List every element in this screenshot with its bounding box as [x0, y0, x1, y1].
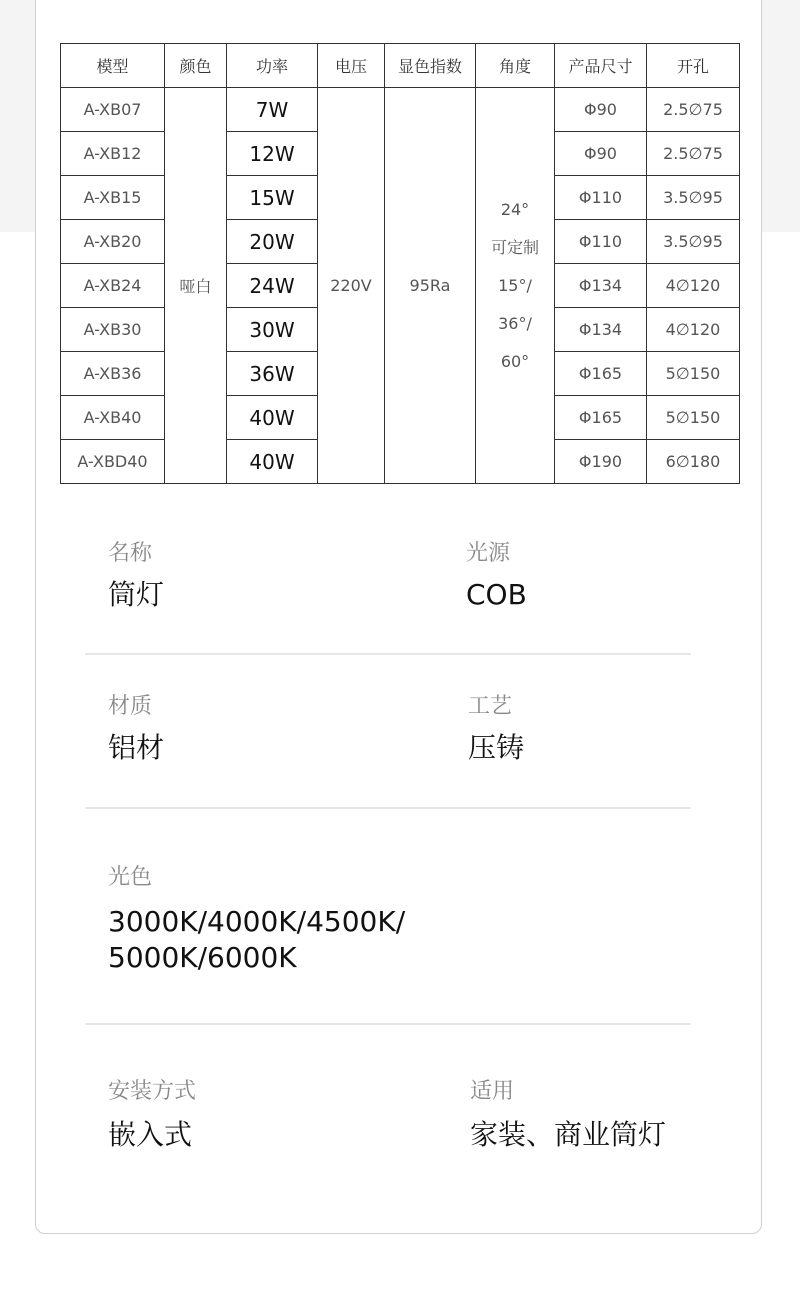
cell-model: A-XB07 [61, 88, 165, 132]
cell-model: A-XB40 [61, 396, 165, 440]
spec-item-material [108, 693, 164, 765]
spec-item-light-color [108, 864, 405, 976]
source-label: 光源 [466, 541, 511, 566]
spec-item-usage [470, 1078, 666, 1152]
angle-line: 60° [500, 351, 530, 371]
craft-value: 压铸 [468, 731, 525, 764]
background-left-strip [0, 0, 36, 232]
cell-hole: 6∅180 [647, 440, 740, 484]
header-model: 模型 [61, 44, 165, 88]
cell-power: 40W [227, 396, 318, 440]
header-hole: 开孔 [647, 44, 740, 88]
cell-model: A-XB36 [61, 352, 165, 396]
cell-hole: 3.5∅95 [647, 220, 740, 264]
cell-size: Φ190 [555, 440, 647, 484]
cell-size: Φ110 [555, 220, 647, 264]
cell-hole: 2.5∅75 [647, 132, 740, 176]
cell-power: 20W [227, 220, 318, 264]
cell-power: 15W [227, 176, 318, 220]
cell-angle [476, 88, 555, 484]
cell-model: A-XB20 [61, 220, 165, 264]
spec-item-source [466, 540, 527, 612]
cell-model: A-XBD40 [61, 440, 165, 484]
cell-size: Φ134 [555, 308, 647, 352]
usage-value: 家装、商业筒灯 [470, 1118, 667, 1151]
spec-item-name [108, 540, 164, 612]
name-label: 名称 [108, 541, 153, 566]
cell-size: Φ90 [555, 88, 647, 132]
material-value: 铝材 [108, 731, 165, 764]
spec-row-light-color [85, 809, 691, 1025]
angle-line: 24° [500, 199, 530, 219]
cell-power: 36W [227, 352, 318, 396]
cell-hole: 5∅150 [647, 352, 740, 396]
material-label: 材质 [108, 694, 153, 719]
cell-size: Φ134 [555, 264, 647, 308]
cell-hole: 4∅120 [647, 264, 740, 308]
install-value: 嵌入式 [108, 1118, 193, 1151]
header-angle: 角度 [476, 44, 555, 88]
cell-size: Φ165 [555, 352, 647, 396]
light-color-line2: 5000K/6000K [108, 941, 297, 974]
usage-label: 适用 [470, 1079, 515, 1104]
angle-line: 可定制 [490, 237, 539, 257]
spec-row-material-craft [85, 655, 691, 809]
cell-size: Φ110 [555, 176, 647, 220]
cell-size: Φ165 [555, 396, 647, 440]
spec-section [85, 538, 691, 1165]
cell-hole: 2.5∅75 [647, 88, 740, 132]
cell-hole: 4∅120 [647, 308, 740, 352]
spec-row-name-source [85, 538, 691, 655]
table-header-row [61, 44, 740, 88]
cell-power: 30W [227, 308, 318, 352]
angle-line: 15°/ [498, 275, 532, 295]
light-color-line1: 3000K/4000K/4500K/ [108, 905, 406, 938]
header-voltage: 电压 [318, 44, 385, 88]
cell-power: 12W [227, 132, 318, 176]
cell-model: A-XB30 [61, 308, 165, 352]
cell-model: A-XB24 [61, 264, 165, 308]
spec-table [60, 43, 740, 484]
cell-size: Φ90 [555, 132, 647, 176]
cell-hole: 3.5∅95 [647, 176, 740, 220]
cell-cri: 95Ra [385, 88, 476, 484]
cell-power: 40W [227, 440, 318, 484]
background-right-strip [762, 0, 800, 232]
install-label: 安装方式 [108, 1079, 197, 1104]
cell-power: 7W [227, 88, 318, 132]
cell-power: 24W [227, 264, 318, 308]
light-color-label: 光色 [108, 865, 153, 890]
cell-hole: 5∅150 [647, 396, 740, 440]
angle-line: 36°/ [498, 313, 532, 333]
header-cri: 显色指数 [385, 44, 476, 88]
craft-label: 工艺 [468, 694, 513, 719]
name-value: 筒灯 [108, 578, 165, 611]
header-size: 产品尺寸 [555, 44, 647, 88]
cell-voltage: 220V [318, 88, 385, 484]
header-power: 功率 [227, 44, 318, 88]
header-color: 颜色 [165, 44, 227, 88]
cell-model: A-XB12 [61, 132, 165, 176]
spec-item-install [108, 1078, 196, 1152]
source-value: COB [466, 578, 527, 611]
spec-item-craft [468, 693, 524, 765]
cell-color: 哑白 [165, 88, 227, 484]
table-row [61, 88, 740, 132]
spec-row-install-usage [85, 1025, 691, 1165]
cell-model: A-XB15 [61, 176, 165, 220]
